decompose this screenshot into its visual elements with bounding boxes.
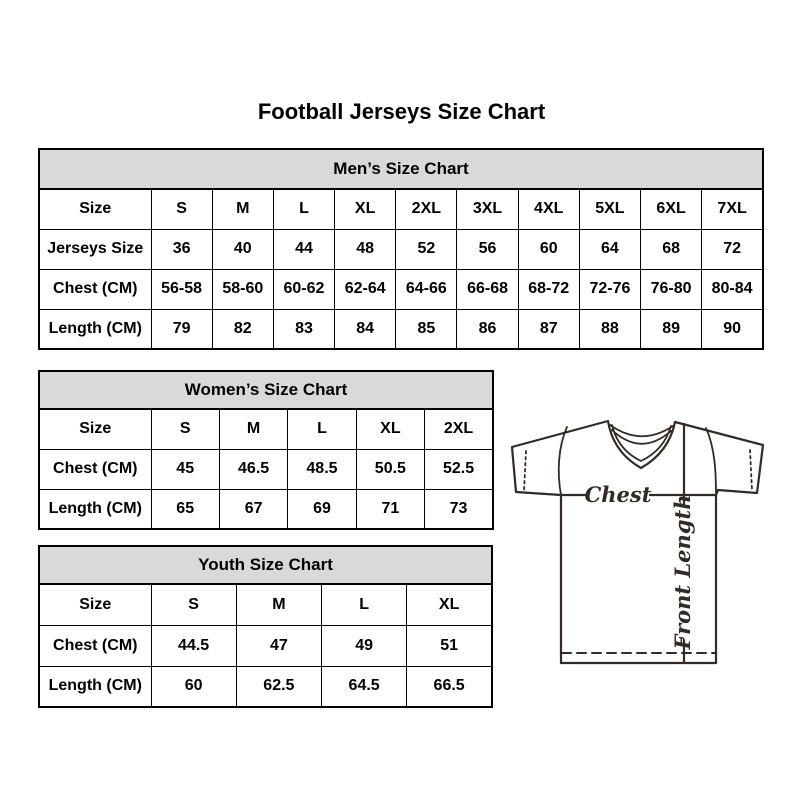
table-cell: 44.5 — [151, 625, 236, 666]
table-cell: 49 — [322, 625, 407, 666]
armhole-seam-left — [559, 427, 567, 495]
table-cell: Jerseys Size — [39, 229, 151, 269]
table-cell: 66.5 — [407, 666, 492, 707]
table-row — [39, 489, 493, 529]
table-cell: M — [219, 409, 287, 449]
table-cell: S — [151, 584, 236, 625]
table-cell: 71 — [356, 489, 424, 529]
table-cell: Chest (CM) — [39, 449, 151, 489]
table-cell: 5XL — [579, 189, 640, 229]
table-cell: XL — [407, 584, 492, 625]
table-cell: 85 — [396, 309, 457, 349]
table-row — [39, 309, 763, 349]
collar-back-arc-1 — [610, 425, 673, 436]
table-row — [39, 449, 493, 489]
table-cell: 84 — [335, 309, 396, 349]
table-row — [39, 269, 763, 309]
table-cell: 51 — [407, 625, 492, 666]
table-cell: L — [273, 189, 334, 229]
table-cell: XL — [356, 409, 424, 449]
table-cell: 6XL — [641, 189, 702, 229]
table-cell: 60 — [518, 229, 579, 269]
womens-size-table — [38, 370, 494, 530]
table-cell: 80-84 — [702, 269, 763, 309]
table-cell: 64.5 — [322, 666, 407, 707]
table-title: Youth Size Chart — [39, 546, 492, 584]
table-row — [39, 189, 763, 229]
table-cell: Size — [39, 409, 151, 449]
table-title-row — [39, 371, 493, 409]
table-title-row — [39, 149, 763, 189]
table-row — [39, 666, 492, 707]
table-cell: 3XL — [457, 189, 518, 229]
table-cell: 44 — [273, 229, 334, 269]
table-cell: 72-76 — [579, 269, 640, 309]
table-cell: L — [288, 409, 356, 449]
table-cell: 72 — [702, 229, 763, 269]
table-cell: 56 — [457, 229, 518, 269]
table-cell: 50.5 — [356, 449, 424, 489]
table-cell: 89 — [641, 309, 702, 349]
table-row — [39, 625, 492, 666]
table-cell: 45 — [151, 449, 219, 489]
table-row — [39, 584, 492, 625]
table-cell: 60 — [151, 666, 236, 707]
table-cell: 67 — [219, 489, 287, 529]
table-cell: M — [212, 189, 273, 229]
table-cell: L — [322, 584, 407, 625]
table-cell: 73 — [425, 489, 493, 529]
chest-label: Chest — [584, 482, 652, 507]
table-row — [39, 409, 493, 449]
table-cell: Length (CM) — [39, 309, 151, 349]
table-cell: 2XL — [396, 189, 457, 229]
table-cell: 64 — [579, 229, 640, 269]
table-cell: 2XL — [425, 409, 493, 449]
table-cell: 66-68 — [457, 269, 518, 309]
table-cell: S — [151, 189, 212, 229]
table-cell: 52.5 — [425, 449, 493, 489]
table-cell: 82 — [212, 309, 273, 349]
table-cell: 87 — [518, 309, 579, 349]
table-cell: 79 — [151, 309, 212, 349]
table-cell: 48.5 — [288, 449, 356, 489]
table-cell: 68-72 — [518, 269, 579, 309]
jersey-outline — [512, 421, 763, 663]
table-cell: Length (CM) — [39, 489, 151, 529]
table-cell: 76-80 — [641, 269, 702, 309]
youth-size-table — [38, 545, 493, 708]
table-cell: 40 — [212, 229, 273, 269]
sleeve-cuff-stitch-right-icon — [750, 450, 752, 490]
table-cell: 36 — [151, 229, 212, 269]
table-cell: Size — [39, 189, 151, 229]
table-cell: 47 — [236, 625, 321, 666]
armhole-seam-right — [706, 428, 716, 493]
table-cell: 68 — [641, 229, 702, 269]
table-cell: 58-60 — [212, 269, 273, 309]
table-cell: 4XL — [518, 189, 579, 229]
table-cell: 62.5 — [236, 666, 321, 707]
table-row — [39, 229, 763, 269]
front-length-label: Front Length — [670, 494, 695, 650]
jersey-measurement-diagram — [500, 400, 785, 682]
table-cell: XL — [335, 189, 396, 229]
table-cell: 46.5 — [219, 449, 287, 489]
table-cell: 69 — [288, 489, 356, 529]
table-cell: 56-58 — [151, 269, 212, 309]
table-cell: 62-64 — [335, 269, 396, 309]
table-cell: 65 — [151, 489, 219, 529]
table-cell: 64-66 — [396, 269, 457, 309]
page-title: Football Jerseys Size Chart — [257, 99, 546, 124]
table-cell: 48 — [335, 229, 396, 269]
table-cell: 90 — [702, 309, 763, 349]
table-cell: Size — [39, 584, 151, 625]
table-title: Men’s Size Chart — [39, 149, 763, 189]
table-cell: 88 — [579, 309, 640, 349]
table-cell: 7XL — [702, 189, 763, 229]
table-cell: S — [151, 409, 219, 449]
table-cell: 52 — [396, 229, 457, 269]
table-cell: 60-62 — [273, 269, 334, 309]
table-cell: M — [236, 584, 321, 625]
table-cell: Length (CM) — [39, 666, 151, 707]
sleeve-cuff-stitch-left-icon — [524, 451, 526, 491]
table-cell: Chest (CM) — [39, 269, 151, 309]
table-title-row — [39, 546, 492, 584]
table-cell: Chest (CM) — [39, 625, 151, 666]
table-cell: 86 — [457, 309, 518, 349]
table-cell: 83 — [273, 309, 334, 349]
mens-size-table — [38, 148, 764, 350]
table-title: Women’s Size Chart — [39, 371, 493, 409]
